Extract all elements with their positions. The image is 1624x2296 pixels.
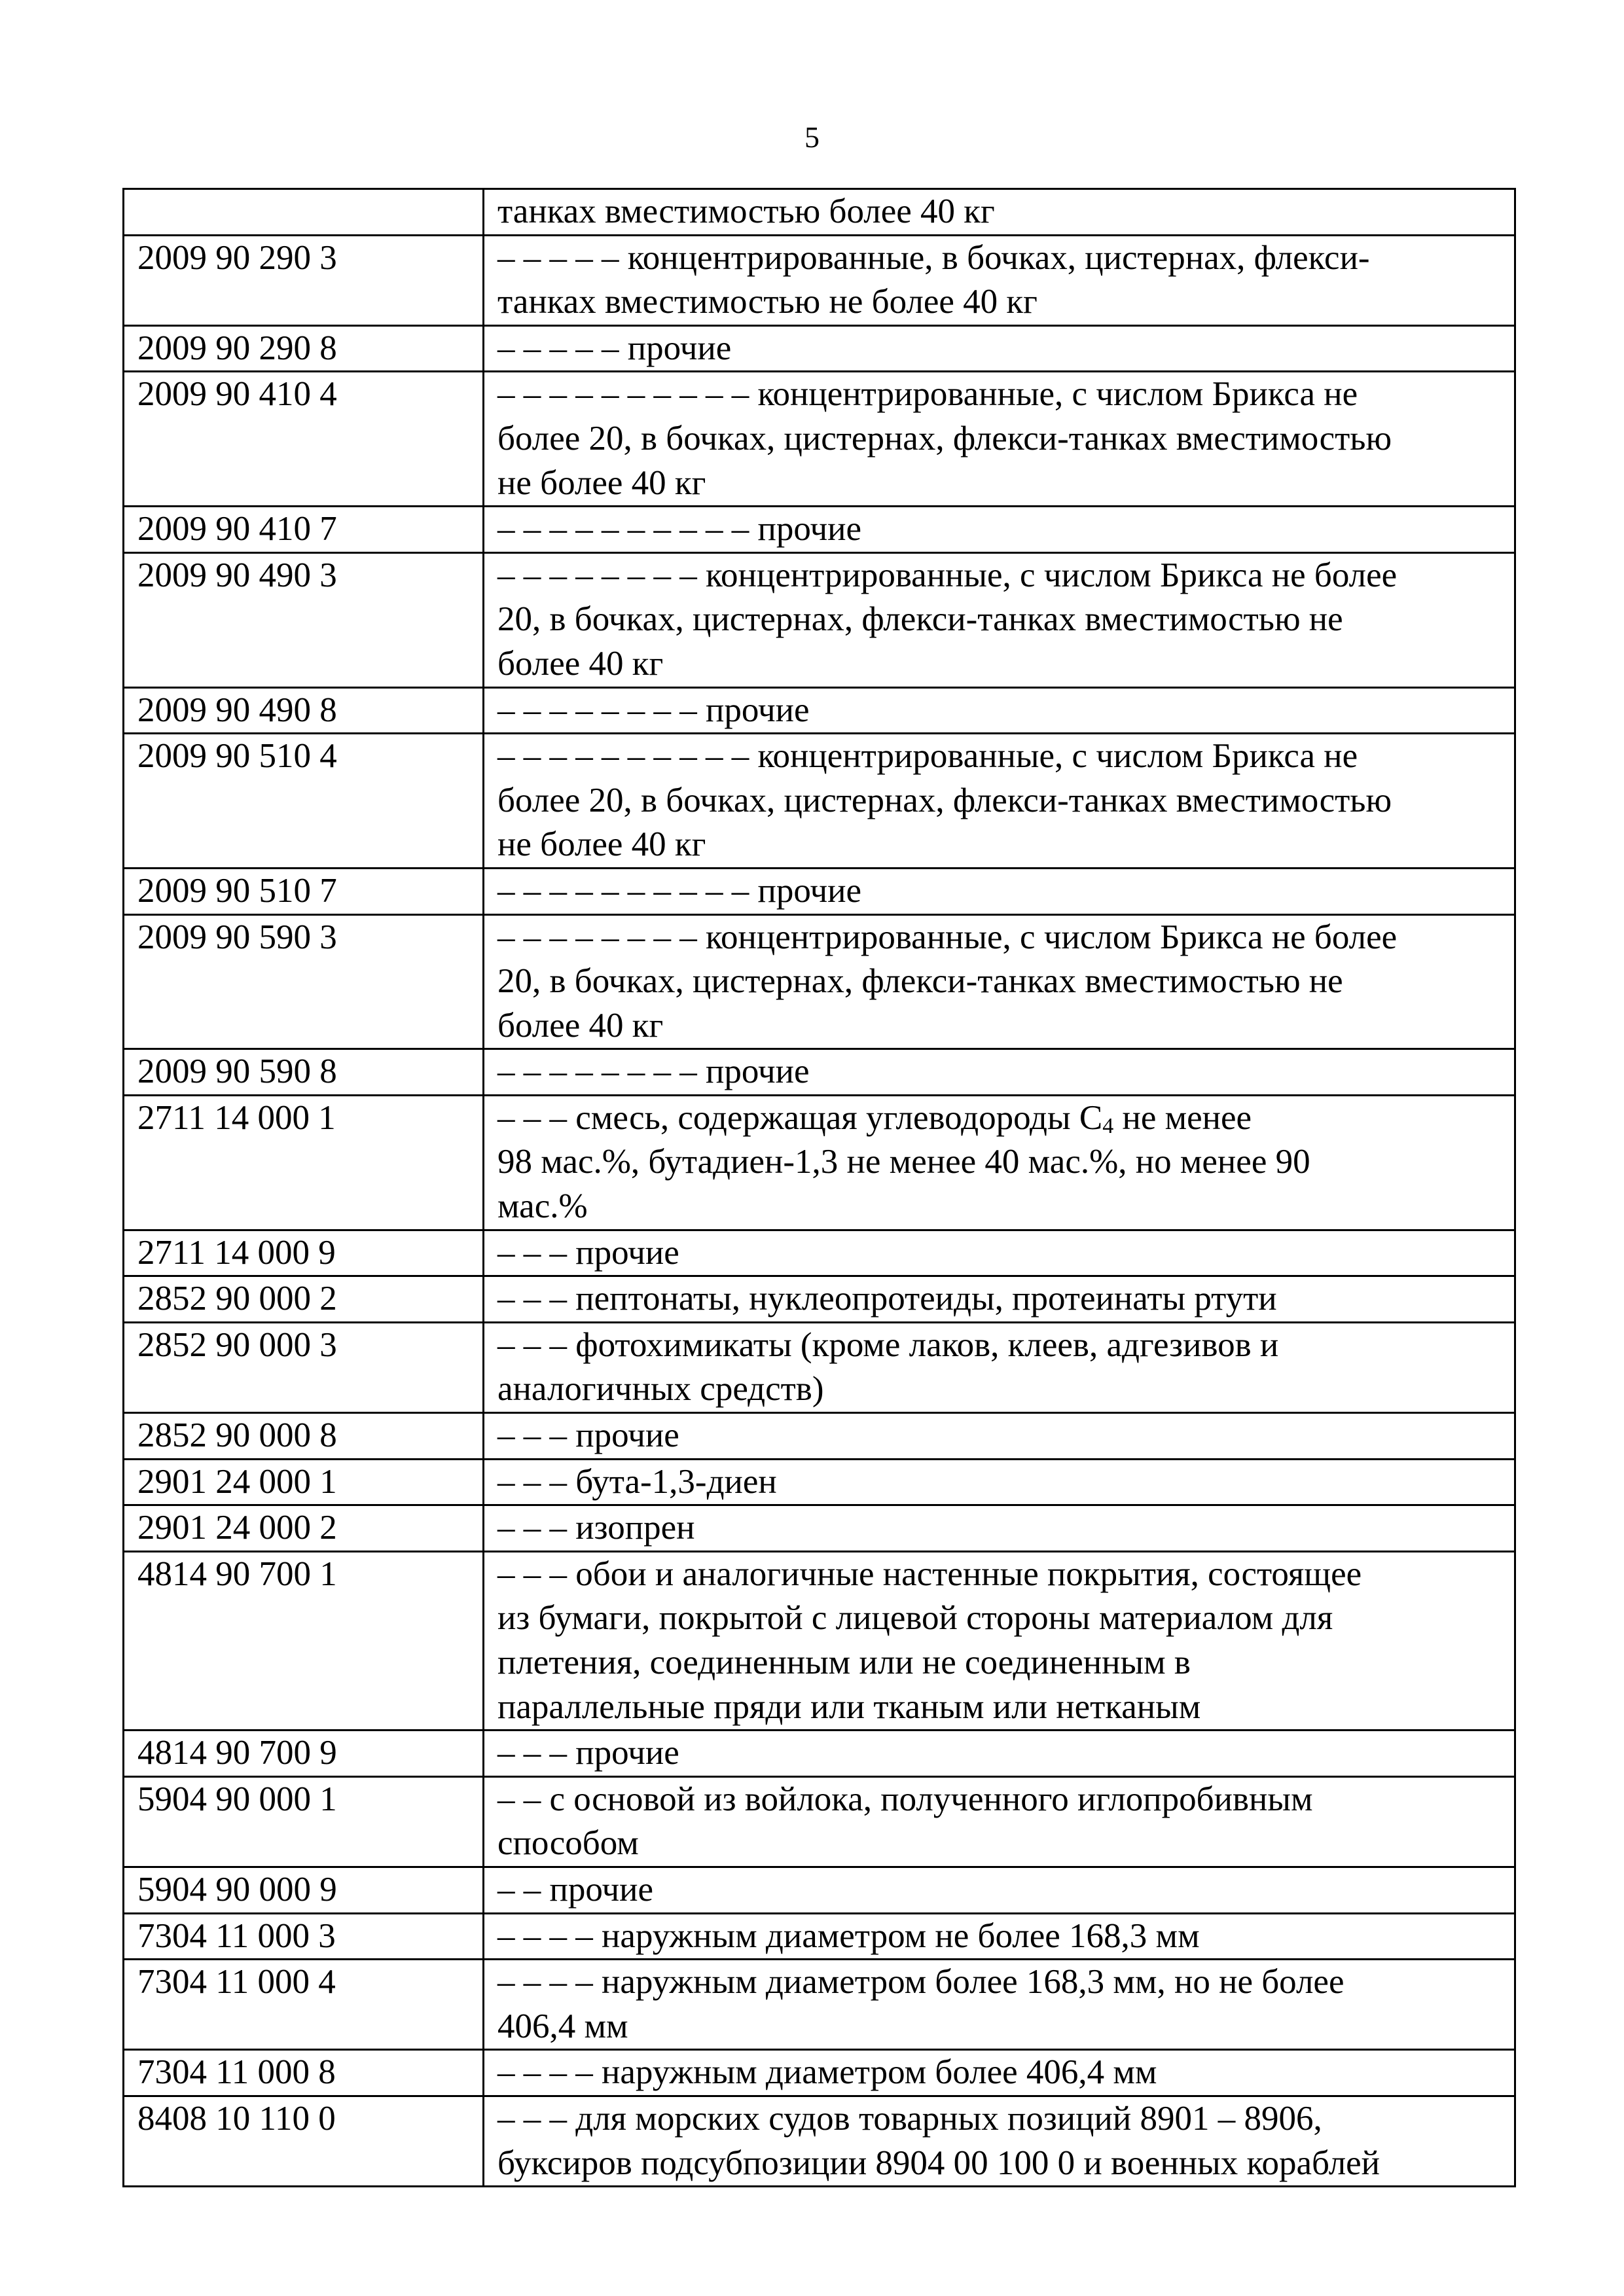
code-cell: 4814 90 700 1: [124, 1551, 484, 1730]
code-cell: 7304 11 000 3: [124, 1913, 484, 1960]
code-cell: 2009 90 590 8: [124, 1049, 484, 1096]
code-cell: 2711 14 000 9: [124, 1230, 484, 1276]
description-cell: – – – изопрен: [484, 1505, 1515, 1552]
table-row: [124, 1731, 1515, 1777]
code-cell: 2009 90 290 3: [124, 235, 484, 325]
tariff-code-table: [122, 188, 1516, 2187]
code-cell: 2009 90 410 7: [124, 507, 484, 553]
table-row: [124, 1776, 1515, 1867]
description-cell: – – – пептонаты, нуклеопротеиды, протеинаты ртути: [484, 1276, 1515, 1323]
code-cell: 2009 90 510 7: [124, 868, 484, 914]
table-row: [124, 552, 1515, 687]
subscript-text: 4: [1102, 1113, 1114, 1138]
code-cell: 2009 90 290 8: [124, 325, 484, 372]
description-cell: – – – – наружным диаметром более 406,4 мм: [484, 2050, 1515, 2096]
description-cell: – – – прочие: [484, 1413, 1515, 1460]
table-row: [124, 2050, 1515, 2096]
table-row: [124, 1230, 1515, 1276]
table-row: [124, 914, 1515, 1049]
code-cell: 4814 90 700 9: [124, 1731, 484, 1777]
page-number: 5: [804, 120, 820, 154]
description-cell: – – – – – – – – – – концентрированные, с числом Брикса не более 20, в бочках, цистернах, флекси-танках вместимостью не более 40 кг: [484, 372, 1515, 507]
table-row: [124, 1960, 1515, 2050]
code-cell: 7304 11 000 8: [124, 2050, 484, 2096]
description-cell: – – – – – – – – прочие: [484, 687, 1515, 734]
description-cell: – – – бута-1,3-диен: [484, 1459, 1515, 1505]
table-row: [124, 687, 1515, 734]
description-cell: – – – обои и аналогичные настенные покрытия, состоящее из бумаги, покрытой с лицевой стороны материалом для плетения, соединенным или не соединенным в параллельные пряди или тканым или нетканым: [484, 1551, 1515, 1730]
table-row: [124, 325, 1515, 372]
table-row: [124, 1913, 1515, 1960]
description-cell: – – – – – – – – концентрированные, с числом Брикса не более 20, в бочках, цистернах, флекси-танках вместимостью не более 40 кг: [484, 914, 1515, 1049]
description-cell: – – – – наружным диаметром более 168,3 мм, но не более 406,4 мм: [484, 1960, 1515, 2050]
description-text: – – – смесь, содержащая углеводороды С: [497, 1098, 1103, 1137]
table-row: [124, 507, 1515, 553]
table-row: [124, 372, 1515, 507]
description-cell: – – – – – – – – – – концентрированные, с числом Брикса не более 20, в бочках, цистернах, флекси-танках вместимостью не более 40 кг: [484, 734, 1515, 869]
code-cell: 2852 90 000 8: [124, 1413, 484, 1460]
code-cell: 2009 90 410 4: [124, 372, 484, 507]
description-cell: – – – прочие: [484, 1230, 1515, 1276]
table-row: [124, 1049, 1515, 1096]
description-cell: – – – – – концентрированные, в бочках, цистернах, флекси- танках вместимостью не более 40 кг: [484, 235, 1515, 325]
description-cell: – – – – – – – – – – прочие: [484, 868, 1515, 914]
table-row: [124, 1867, 1515, 1913]
table-row: [124, 1322, 1515, 1412]
code-cell: 2711 14 000 1: [124, 1095, 484, 1230]
description-cell: – – – – наружным диаметром не более 168,3 мм: [484, 1913, 1515, 1960]
description-cell: – – – – – прочие: [484, 325, 1515, 372]
code-cell: 2009 90 490 3: [124, 552, 484, 687]
description-cell: – – – фотохимикаты (кроме лаков, клеев, адгезивов и аналогичных средств): [484, 1322, 1515, 1412]
code-cell: 5904 90 000 9: [124, 1867, 484, 1913]
code-cell: 2852 90 000 3: [124, 1322, 484, 1412]
code-cell: 2009 90 490 8: [124, 687, 484, 734]
code-cell: 8408 10 110 0: [124, 2096, 484, 2186]
code-cell: 2009 90 510 4: [124, 734, 484, 869]
table-row: [124, 1413, 1515, 1460]
code-cell: [124, 189, 484, 236]
description-cell: – – прочие: [484, 1867, 1515, 1913]
code-cell: 7304 11 000 4: [124, 1960, 484, 2050]
table-row: [124, 734, 1515, 869]
description-cell: – – с основой из войлока, полученного иглопробивным способом: [484, 1776, 1515, 1867]
description-cell: танках вместимостью более 40 кг: [484, 189, 1515, 236]
table-row: [124, 1276, 1515, 1323]
description-text: не менее 98 мас.%, бутадиен-1,3 не менее 40 мас.%, но менее 90 мас.%: [497, 1098, 1310, 1226]
table-row: [124, 1551, 1515, 1730]
table-row: [124, 189, 1515, 236]
code-cell: 5904 90 000 1: [124, 1776, 484, 1867]
code-cell: 2852 90 000 2: [124, 1276, 484, 1323]
description-cell: [484, 1095, 1515, 1230]
table-row: [124, 1095, 1515, 1230]
description-cell: – – – для морских судов товарных позиций 8901 – 8906, буксиров подсубпозиции 8904 00 100 0 и военных кораблей: [484, 2096, 1515, 2186]
description-cell: – – – – – – – – прочие: [484, 1049, 1515, 1096]
description-cell: – – – – – – – – концентрированные, с числом Брикса не более 20, в бочках, цистернах, флекси-танках вместимостью не более 40 кг: [484, 552, 1515, 687]
description-cell: – – – – – – – – – – прочие: [484, 507, 1515, 553]
description-cell: – – – прочие: [484, 1731, 1515, 1777]
code-cell: 2901 24 000 1: [124, 1459, 484, 1505]
table-row: [124, 235, 1515, 325]
code-cell: 2901 24 000 2: [124, 1505, 484, 1552]
table-row: [124, 868, 1515, 914]
table-row: [124, 2096, 1515, 2186]
table-row: [124, 1459, 1515, 1505]
table-row: [124, 1505, 1515, 1552]
code-cell: 2009 90 590 3: [124, 914, 484, 1049]
